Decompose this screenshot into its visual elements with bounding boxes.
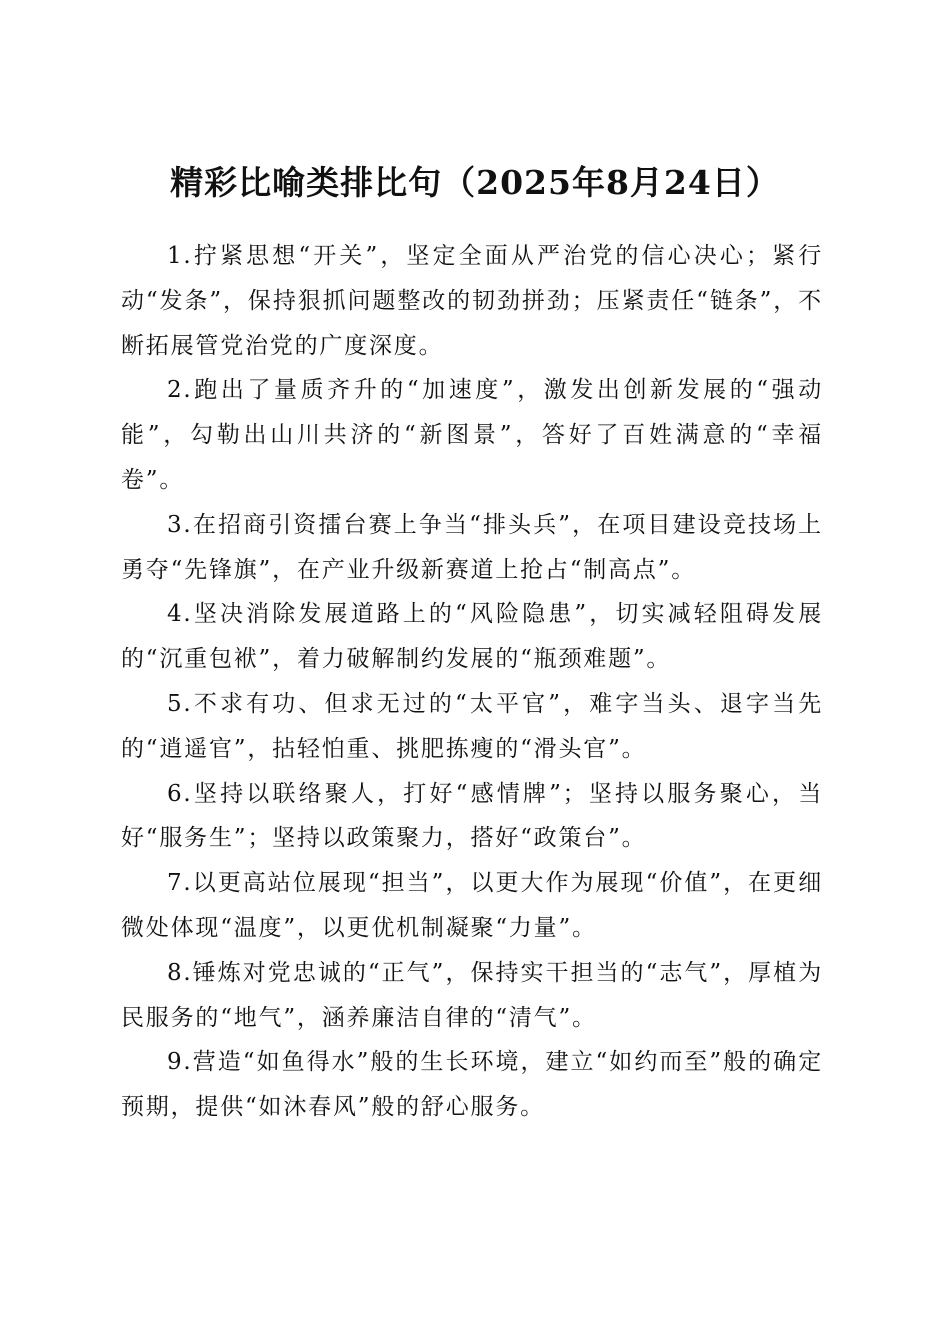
paragraph-9: 9.营造“如鱼得水”般的生长环境，建立“如约而至”般的确定预期，提供“如沐春风”般的舒心服务。 (121, 1049, 823, 1121)
paragraph-6: 6.坚持以联络聚人，打好“感情牌”；坚持以服务聚心，当好“服务生”；坚持以政策聚力，搭好“政策台”。 (121, 780, 823, 852)
paragraph-8: 8.锤炼对党忠诚的“正气”，保持实干担当的“志气”，厚植为民服务的“地气”，涵养廉洁自律的“清气”。 (121, 959, 823, 1031)
paragraph-5: 5.不求有功、但求无过的“太平官”，难字当头、退字当先的“逍遥官”，拈轻怕重、挑肥拣瘦的“滑头官”。 (121, 690, 823, 762)
document-body (121, 234, 823, 1130)
paragraph-3: 3.在招商引资擂台赛上争当“排头兵”，在项目建设竞技场上勇夺“先锋旗”，在产业升级新赛道上抢占“制高点”。 (121, 511, 823, 583)
paragraph-4: 4.坚决消除发展道路上的“风险隐患”，切实减轻阻碍发展的“沉重包袱”，着力破解制约发展的“瓶颈难题”。 (121, 601, 823, 673)
paragraph-7: 7.以更高站位展现“担当”，以更大作为展现“价值”，在更细微处体现“温度”，以更优机制凝聚“力量”。 (121, 870, 823, 941)
document-title: 精彩比喻类排比句（2025年8月24日） (170, 163, 780, 203)
paragraph-1: 1.拧紧思想“开关”，坚定全面从严治党的信心决心；紧行动“发条”，保持狠抓问题整改的韧劲拼劲；压紧责任“链条”，不断拓展管党治党的广度深度。 (121, 243, 823, 359)
paragraph-2: 2.跑出了量质齐升的“加速度”，激发出创新发展的“强动能”，勾勒出山川共济的“新图景”，答好了百姓满意的“幸福卷”。 (121, 377, 823, 493)
